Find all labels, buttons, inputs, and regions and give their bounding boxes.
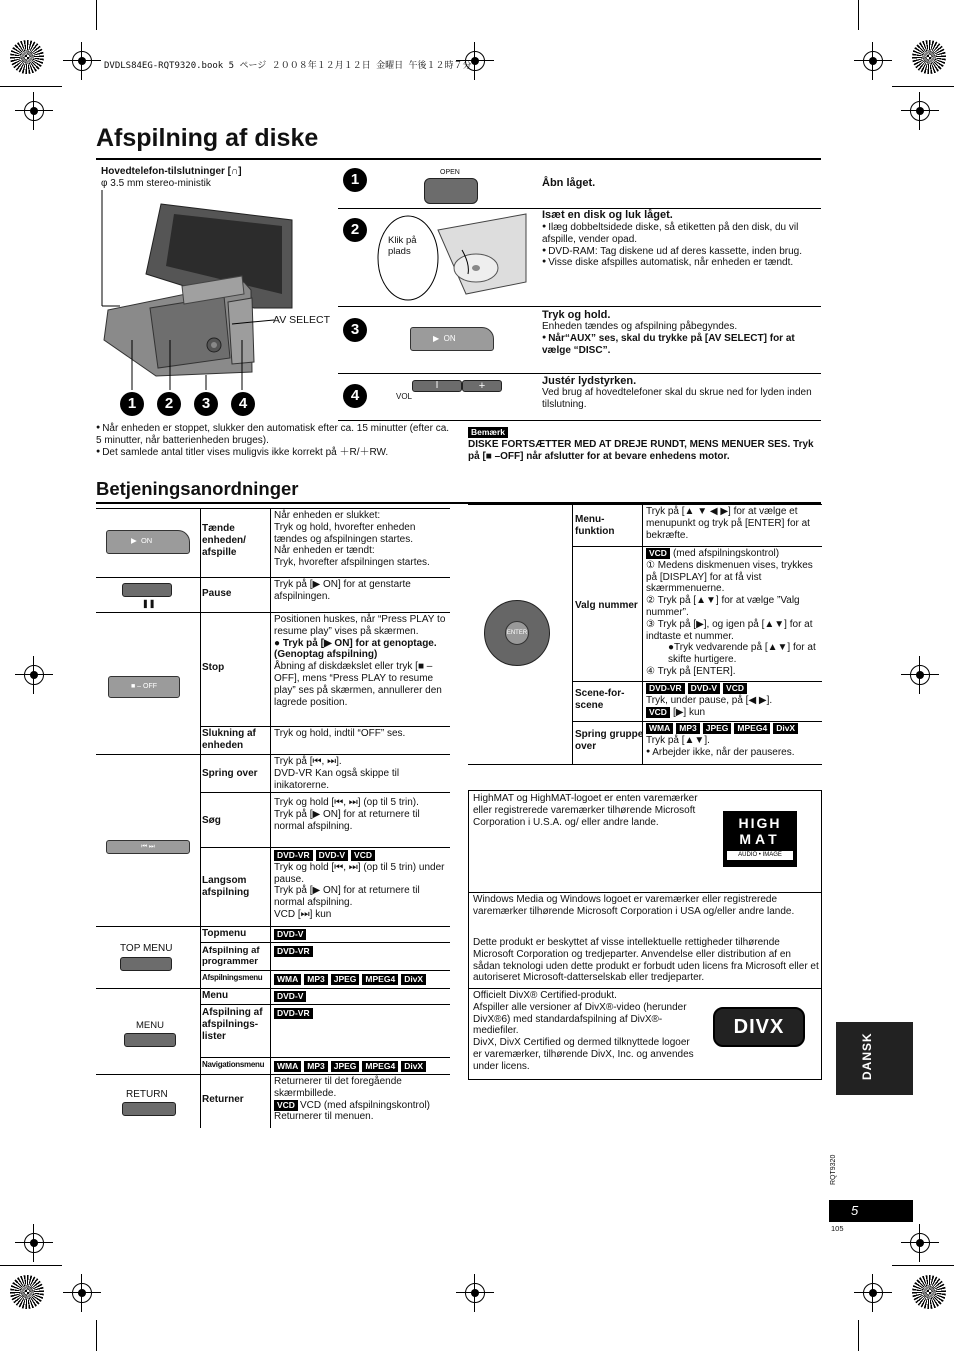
step-2-number: 2 (343, 218, 367, 242)
tag-row: DVD-V (274, 928, 309, 940)
vol-label: VOL (396, 392, 413, 401)
av-select-label: AV SELECT (273, 314, 330, 326)
step-4-heading: Justér lydstyrken. (542, 375, 637, 387)
skip-buttons[interactable]: ⏮ ⏭ (106, 840, 190, 854)
print-header: DVDLS84EG-RQT9320.book 5 ページ ２００８年１２月１２日 金曜日 午後１２時７分 (104, 61, 472, 71)
headphone-spec: φ 3.5 mm stereo-ministik (101, 178, 211, 189)
note-label: Bemærk (468, 427, 508, 438)
tag-row: DVD-V (274, 990, 309, 1002)
crosshair-mark (907, 1230, 933, 1256)
language-tab: DANSK (836, 1022, 913, 1095)
divx-text: Officielt DivX® Certified-produkt. Afspiller alle versioner af DivX®-video (herunder DivX®6) med standardafspilning af DivX®-mediefiler. DivX, DivX Certified og dermed tilknyttede logoer er varemærker, tilhørende DivX, Inc. og anvendes under licens. (473, 990, 694, 1072)
stop-button[interactable]: ■ – OFF (108, 676, 180, 698)
control-desc: WMA MP3 JPEG MPEG4 DivX Tryk på [▲▼]. ● Arbejder ikke, når der pauseres. (646, 723, 822, 758)
control-desc: Returnerer til det foregående skærmbillede. VCD VCD (med afspilningskontrol) Returnerer til menuen. (274, 1076, 431, 1123)
control-name: Afspilning af programmer (202, 945, 260, 968)
highmat-logo: HIGH MAT AUDIO • IMAGE (723, 811, 797, 867)
callout-1: 1 (120, 392, 144, 416)
windows-text: Windows Media og Windows logoet er varemærker eller registrerede varemærker tilhørende Microsoft Corporation i USA og/eller andre lande. (473, 894, 795, 917)
open-button-illustration (424, 178, 478, 204)
control-desc: Tryk på [⏮, ⏭]. DVD-VR Kan også skippe til inikatorerne. (274, 756, 400, 791)
bullet-item: ● Når“AUX” ses, skal du trykke på [AV SELECT] for at vælge “DISC”. (542, 333, 820, 357)
headphone-label: Hovedtelefon-tilslutninger [∩] (101, 166, 242, 177)
control-name: Topmenu (202, 928, 247, 939)
control-name: Menu (202, 990, 229, 1001)
step-1-number: 1 (343, 168, 367, 192)
left-notes (96, 423, 456, 458)
control-desc: Tryk på [▶ ON] for at genstarte afspilningen. (274, 579, 411, 602)
callout-3: 3 (194, 392, 218, 416)
trademark-box (468, 790, 822, 1080)
callout-4: 4 (231, 392, 255, 416)
page-sub-number: 105 (831, 1224, 844, 1233)
play-icon: ▶ (131, 536, 137, 545)
step-1-heading: Åbn låget. (542, 177, 596, 189)
control-name: Tænde enheden/ afspille (202, 523, 246, 558)
crosshair-mark (907, 98, 933, 124)
direction-pad[interactable] (484, 600, 550, 666)
top-menu-button[interactable] (120, 957, 172, 971)
note-text: DISKE FORTSÆTTER MED AT DREJE RUNDT, MENS MENUER SES. Tryk på [■ –OFF] når afslutter for at bevare enhedens motor. (468, 438, 814, 462)
pause-icon: ❚❚ (142, 599, 156, 608)
control-name: Pause (202, 588, 232, 599)
volume-up-illustration: + (462, 380, 502, 392)
divx-logo: DIVX (713, 1007, 805, 1047)
control-name: Søg (202, 815, 221, 826)
doc-code: RQT9320 (830, 1154, 837, 1185)
crosshair-mark (21, 662, 47, 688)
control-name: Menu-funktion (575, 514, 615, 537)
crosshair-mark (860, 48, 886, 74)
open-label: OPEN (440, 169, 460, 176)
pause-button[interactable] (122, 583, 172, 597)
menu-button[interactable] (124, 1033, 176, 1047)
control-desc: VCD (med afspilningskontrol) ① Medens diskmenuen vises, trykkes på [DISPLAY] for at få vist skærmmenuerne. ② Tryk på [▲▼] for at vælge ”Valg nummer”. ③ Tryk på [▶], og igen på [▲▼] for at indtaste et nummer. ●Tryk vedvarende på [▲▼] for at skifte hurtigere. ④ Tryk på [ENTER]. (646, 548, 816, 677)
tag-row: WMA MP3 JPEG MPEG4 DivX (274, 973, 429, 985)
note-item: ● Når enheden er stoppet, slukker den automatisk efter ca. 15 minutter (efter ca. 5 minutter, når batterienheden bruges). (96, 423, 456, 447)
control-name: Spring gruppe over (575, 729, 644, 752)
callout-2: 2 (157, 392, 181, 416)
crosshair-mark (21, 1230, 47, 1256)
step-4-text: Ved brug af hovedtelefoner skal du skrue ned for lyden inden tilslutning. (542, 387, 812, 410)
control-name: Afspilningsmenu (202, 973, 263, 982)
crosshair-mark (462, 1280, 488, 1306)
tag-row: DVD-VR (274, 1007, 316, 1019)
crosshair-mark (860, 1280, 886, 1306)
enter-button[interactable]: ENTER (505, 621, 529, 645)
control-desc: DVD-VR DVD-V VCD Tryk, under pause, på [◀ ▶]. VCD [▶] kun (646, 683, 773, 718)
control-desc: Når enheden er slukket: Tryk og hold, hvorefter enheden tændes og afspilningen startes. Når enheden er tændt: Tryk, hvorefter afspilningen startes. (274, 510, 430, 569)
control-desc: Tryk på [▲ ▼ ◀ ▶] for at vælge et menupunkt og tryk på [ENTER] for at bekræfte. (646, 506, 810, 541)
control-name: Valg nummer (575, 600, 638, 611)
control-name: Langsom afspilning (202, 875, 250, 898)
step-3-text: Enheden tændes og afspilning påbegyndes. (542, 321, 738, 332)
volume-down-illustration: I (412, 380, 462, 392)
step-4-number: 4 (343, 384, 367, 408)
headphone-icon: ∩ (231, 166, 239, 177)
on-button-illustration: ▶ ON (410, 327, 494, 351)
page-number: 5 (829, 1200, 913, 1222)
step-3-number: 3 (343, 318, 367, 342)
control-name: Navigationsmenu (202, 1060, 265, 1069)
section-title: Betjeningsanordninger (96, 478, 299, 499)
crosshair-mark (907, 662, 933, 688)
highmat-text: HighMAT og HighMAT-logoet er enten varemærker eller registrerede varemærker tilhørende Microsoft Corporation i U.S.A. og/ eller andre lande. (473, 793, 698, 828)
step-2-bullets (542, 222, 820, 269)
control-name: Afspilning af afspilnings-lister (202, 1007, 263, 1042)
registration-rosette (912, 1275, 946, 1309)
control-name: Scene-for-scene (575, 688, 625, 711)
bullet-item: ● DVD-RAM: Tag diskene ud af deres kassette, inden brug. (542, 246, 820, 258)
note-item: ● Det samlede antal titler vises muligvis ikke korrekt på ＋R/＋RW. (96, 447, 456, 459)
crosshair-mark (21, 98, 47, 124)
crosshair-mark (69, 1280, 95, 1306)
disc-insert-illustration (376, 210, 536, 305)
protected-text: Dette produkt er beskyttet af visse intellektuelle rettigheder tilhørende Microsoft Corporation og tredjeparter. Anvendelse eller distribution af en sådan teknologi uden dette produkt er forbudt uden licens fra Microsoft eller et autoriseret Microsoft-datterselskab eller tredjeparter. (473, 937, 819, 984)
page-title: Afspilning af diske (96, 124, 319, 152)
control-name: Spring over (202, 768, 258, 779)
player-illustration (96, 190, 341, 420)
return-label: RETURN (126, 1089, 168, 1100)
control-name: Slukning af enheden (202, 728, 256, 751)
step-2-heading: Isæt en disk og luk låget. (542, 209, 673, 221)
registration-rosette (912, 40, 946, 74)
menu-label: MENU (136, 1020, 164, 1031)
tag-row: DVD-VR (274, 945, 316, 957)
registration-rosette (10, 1275, 44, 1309)
control-desc: Tryk og hold, indtil “OFF” ses. (274, 728, 406, 739)
play-icon: ▶ (433, 334, 440, 343)
control-desc: Positionen huskes, når “Press PLAY to resume play” vises på skærmen. ● Tryk på [▶ ON] for at genoptage. (Genoptag afspilning) Åbning af diskdækslet eller tryk [■ –OFF], mens “Press PLAY to resume play” ses på skærmen, annullerer den lagrede position. (274, 614, 446, 708)
bullet-item: ● Ilæg dobbeltsidede diske, så etiketten på den disk, du vil afspille, vender opad. (542, 222, 820, 246)
control-name: Returner (202, 1094, 244, 1105)
step-3-bullet (542, 333, 820, 357)
return-button[interactable] (122, 1102, 176, 1116)
crosshair-mark (69, 48, 95, 74)
tag-row: WMA MP3 JPEG MPEG4 DivX (274, 1060, 429, 1072)
bullet-item: ● Visse diske afspilles automatisk, når enheden er tændt. (542, 257, 820, 269)
note-box (468, 427, 820, 462)
registration-rosette (10, 40, 44, 74)
control-desc: DVD-VR DVD-V VCD Tryk og hold [⏮, ⏭] (op til 5 trin) under pause. Tryk på [▶ ON] for at returnere til normal afspilning. VCD [⏭] kun (274, 850, 445, 920)
on-button[interactable]: ▶ ON (106, 530, 190, 554)
click-label: Klik på plads (388, 235, 417, 258)
control-name: Stop (202, 662, 225, 673)
control-desc: Tryk og hold [⏮, ⏭] (op til 5 trin). Tryk på [▶ ON] for at returnere til normal afspilning. (274, 797, 420, 832)
step-3-heading: Tryk og hold. (542, 309, 611, 321)
top-menu-label: TOP MENU (120, 943, 173, 954)
